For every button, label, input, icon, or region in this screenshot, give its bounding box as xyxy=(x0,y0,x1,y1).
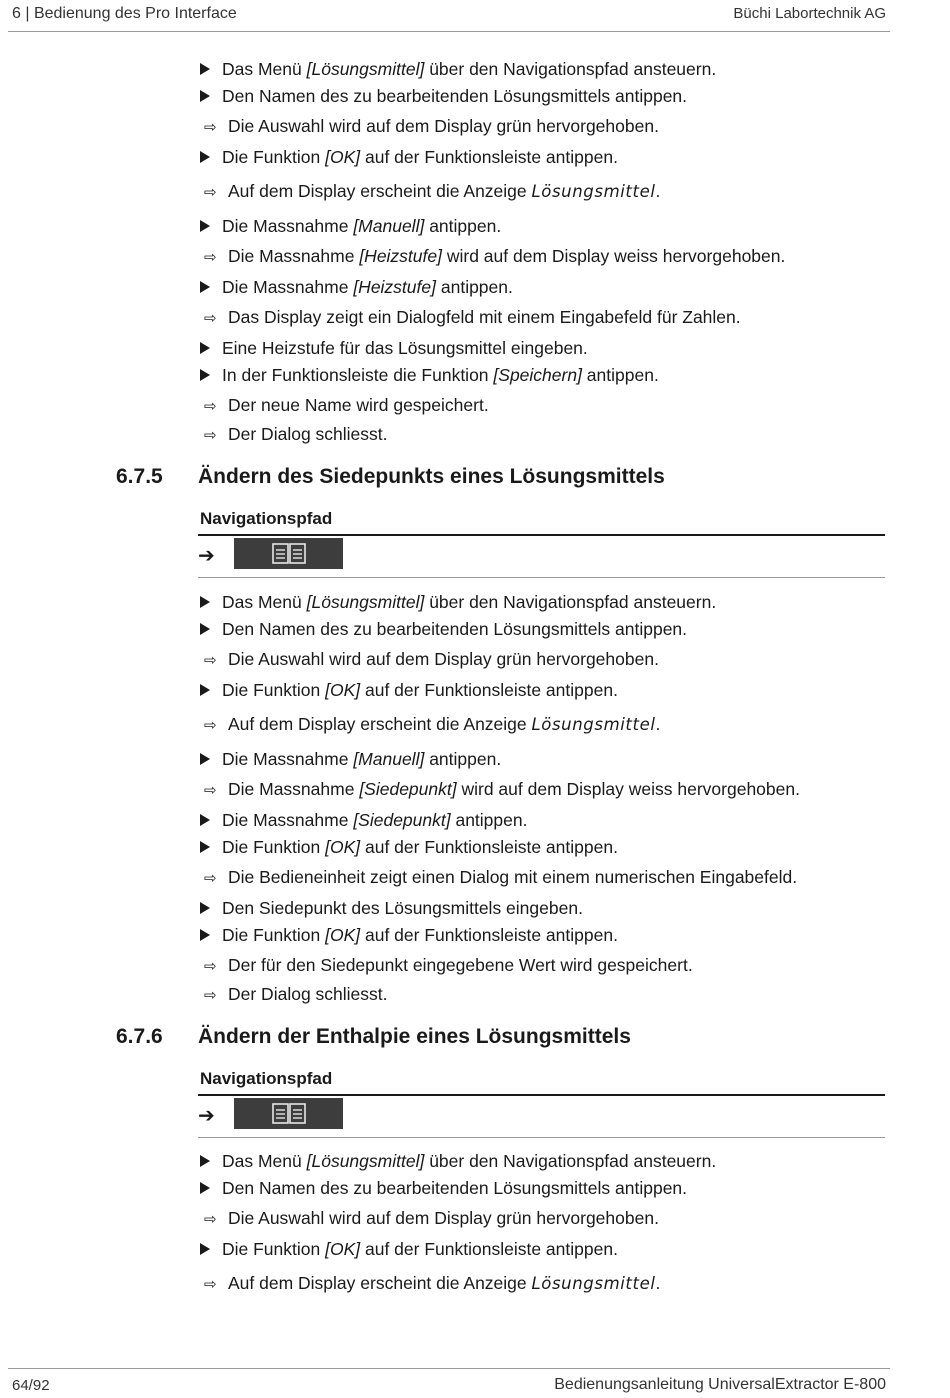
triangle-bullet-icon xyxy=(198,925,222,946)
step-text: auf der Funktionsleiste antippen. xyxy=(360,837,618,857)
menu-reference: [Lösungsmittel] xyxy=(306,59,425,79)
menu-reference: [Heizstufe] xyxy=(353,277,436,297)
menu-reference: [Siedepunkt] xyxy=(353,810,451,830)
step-text: auf der Funktionsleiste antippen. xyxy=(360,925,618,945)
step-text: Die Massnahme xyxy=(222,277,354,297)
step-text: auf der Funktionsleiste antippen. xyxy=(360,1239,618,1259)
step-text: Die Funktion xyxy=(222,1239,326,1259)
result-step xyxy=(204,649,659,670)
step-text: Das Menü xyxy=(222,592,307,612)
book-icon xyxy=(272,543,306,564)
action-step xyxy=(198,1151,716,1172)
step-text: wird auf dem Display weiss hervorgehoben. xyxy=(442,246,786,266)
step-text: antippen. xyxy=(436,277,513,297)
step-text: Die Auswahl wird auf dem Display grün hervorgehoben. xyxy=(228,116,659,136)
action-step xyxy=(198,810,527,831)
action-step xyxy=(198,592,716,613)
hollow-arrow-icon: ⇨ xyxy=(204,652,217,669)
result-step xyxy=(204,307,741,328)
step-text: Eine Heizstufe für das Lösungsmittel eingeben. xyxy=(222,338,588,358)
step-text: Die Massnahme xyxy=(228,779,360,799)
triangle-bullet-icon xyxy=(198,59,222,80)
triangle-bullet-icon xyxy=(198,1151,222,1172)
hollow-arrow-icon: ⇨ xyxy=(204,398,217,415)
triangle-bullet-icon xyxy=(198,86,222,107)
menu-reference: [Lösungsmittel] xyxy=(306,592,425,612)
menu-reference: [OK] xyxy=(325,837,361,857)
section-heading: Ändern der Enthalpie eines Lösungsmittels xyxy=(198,1025,631,1048)
action-step xyxy=(198,1178,687,1199)
book-icon xyxy=(272,1103,306,1124)
hollow-arrow-icon: ⇨ xyxy=(204,958,217,975)
step-text: Die Auswahl wird auf dem Display grün hervorgehoben. xyxy=(228,1208,659,1228)
step-text: Das Display zeigt ein Dialogfeld mit einem Eingabefeld für Zahlen. xyxy=(228,307,741,327)
header-company: Büchi Labortechnik AG xyxy=(733,5,886,22)
step-text: auf der Funktionsleiste antippen. xyxy=(360,680,618,700)
menu-reference: [Heizstufe] xyxy=(359,246,442,266)
menu-reference: [OK] xyxy=(325,925,361,945)
divider xyxy=(198,1094,885,1096)
triangle-bullet-icon xyxy=(198,277,222,298)
step-text: Der für den Siedepunkt eingegebene Wert wird gespeichert. xyxy=(228,955,693,975)
hollow-arrow-icon: ⇨ xyxy=(204,119,217,136)
triangle-bullet-icon xyxy=(198,216,222,237)
arrow-right-icon: ➔ xyxy=(198,1103,215,1127)
triangle-bullet-icon xyxy=(198,898,222,919)
step-text: Die Bedieneinheit zeigt einen Dialog mit einem numerischen Eingabefeld. xyxy=(228,867,798,887)
step-text: antippen. xyxy=(450,810,528,830)
menu-reference: [Manuell] xyxy=(353,216,425,236)
step-text: Den Siedepunkt des Lösungsmittels eingeben. xyxy=(222,898,583,918)
page-header xyxy=(8,0,890,32)
step-text: Die Funktion xyxy=(222,837,326,857)
step-text: Die Massnahme xyxy=(228,246,360,266)
step-text: Das Menü xyxy=(222,59,307,79)
step-text: . xyxy=(655,714,661,734)
hollow-arrow-icon: ⇨ xyxy=(204,782,217,799)
hollow-arrow-icon: ⇨ xyxy=(204,249,217,266)
step-text: über den Navigationspfad ansteuern. xyxy=(424,592,717,612)
step-text: Den Namen des zu bearbeitenden Lösungsmittels antippen. xyxy=(222,619,688,639)
triangle-bullet-icon xyxy=(198,619,222,640)
menu-reference: [Manuell] xyxy=(353,749,425,769)
step-text: Den Namen des zu bearbeitenden Lösungsmittels antippen. xyxy=(222,86,688,106)
step-text: Die Massnahme xyxy=(222,216,354,236)
hollow-arrow-icon: ⇨ xyxy=(204,184,217,201)
step-text: Der Dialog schliesst. xyxy=(228,424,388,444)
divider xyxy=(198,577,885,578)
document-title: Bedienungsanleitung UniversalExtractor E-800 xyxy=(554,1376,886,1393)
section-number: 6.7.6 xyxy=(116,1025,163,1048)
step-text: Die Funktion xyxy=(222,680,326,700)
triangle-bullet-icon xyxy=(198,365,222,386)
step-text: Die Massnahme xyxy=(222,749,354,769)
step-text: . xyxy=(655,181,661,201)
step-text: Die Funktion xyxy=(222,925,326,945)
result-step xyxy=(204,714,660,735)
triangle-bullet-icon xyxy=(198,592,222,613)
step-text: Der Dialog schliesst. xyxy=(228,984,388,1004)
action-step xyxy=(198,619,687,640)
arrow-right-icon: ➔ xyxy=(198,543,215,567)
result-step xyxy=(204,955,693,976)
hollow-arrow-icon: ⇨ xyxy=(204,1211,217,1228)
divider xyxy=(198,1137,885,1138)
hollow-arrow-icon: ⇨ xyxy=(204,717,217,734)
action-step xyxy=(198,216,501,237)
step-text: Auf dem Display erscheint die Anzeige xyxy=(228,714,532,734)
hollow-arrow-icon: ⇨ xyxy=(204,987,217,1004)
action-step xyxy=(198,925,618,946)
hollow-arrow-icon: ⇨ xyxy=(204,310,217,327)
result-step xyxy=(204,181,660,202)
result-step xyxy=(204,779,800,800)
action-step xyxy=(198,147,618,168)
divider xyxy=(198,534,885,536)
menu-reference: [Lösungsmittel] xyxy=(306,1151,425,1171)
action-step xyxy=(198,1239,618,1260)
step-text: Die Auswahl wird auf dem Display grün hervorgehoben. xyxy=(228,649,659,669)
hollow-arrow-icon: ⇨ xyxy=(204,870,217,887)
triangle-bullet-icon xyxy=(198,1178,222,1199)
solvent-library-button[interactable] xyxy=(234,538,343,569)
action-step xyxy=(198,749,501,770)
triangle-bullet-icon xyxy=(198,338,222,359)
display-name: Lösungsmittel xyxy=(531,182,656,201)
header-chapter: 6 | Bedienung des Pro Interface xyxy=(12,5,237,22)
step-text: über den Navigationspfad ansteuern. xyxy=(424,59,717,79)
action-step xyxy=(198,86,687,107)
section-number: 6.7.5 xyxy=(116,465,163,488)
step-text: Die Massnahme xyxy=(222,810,354,830)
action-step xyxy=(198,338,588,359)
step-text: antippen. xyxy=(424,216,502,236)
result-step xyxy=(204,424,388,445)
hollow-arrow-icon: ⇨ xyxy=(204,427,217,444)
result-step xyxy=(204,867,797,888)
triangle-bullet-icon xyxy=(198,837,222,858)
step-text: auf der Funktionsleiste antippen. xyxy=(360,147,618,167)
menu-reference: [OK] xyxy=(325,147,361,167)
section-title-6-7-6 xyxy=(116,1025,631,1049)
menu-reference: [OK] xyxy=(325,1239,361,1259)
triangle-bullet-icon xyxy=(198,680,222,701)
section-heading: Ändern des Siedepunkts eines Lösungsmittels xyxy=(198,465,665,488)
result-step xyxy=(204,395,489,416)
result-step xyxy=(204,984,388,1005)
navigation-path-6-7-5 xyxy=(198,509,885,581)
menu-reference: [OK] xyxy=(325,680,361,700)
action-step xyxy=(198,898,583,919)
action-step xyxy=(198,837,618,858)
step-text: Den Namen des zu bearbeitenden Lösungsmittels antippen. xyxy=(222,1178,688,1198)
navigation-path-label: Navigationspfad xyxy=(200,509,333,528)
step-text: Der neue Name wird gespeichert. xyxy=(228,395,489,415)
result-step xyxy=(204,1273,660,1294)
navigation-path-6-7-6 xyxy=(198,1069,885,1141)
step-text: antippen. xyxy=(424,749,502,769)
triangle-bullet-icon xyxy=(198,749,222,770)
menu-reference: [Speichern] xyxy=(493,365,582,385)
triangle-bullet-icon xyxy=(198,1239,222,1260)
triangle-bullet-icon xyxy=(198,147,222,168)
result-step xyxy=(204,246,785,267)
display-name: Lösungsmittel xyxy=(531,715,656,734)
step-text: wird auf dem Display weiss hervorgehoben. xyxy=(456,779,800,799)
result-step xyxy=(204,1208,659,1229)
triangle-bullet-icon xyxy=(198,810,222,831)
action-step xyxy=(198,680,618,701)
result-step xyxy=(204,116,659,137)
section-title-6-7-5 xyxy=(116,465,665,489)
display-name: Lösungsmittel xyxy=(531,1274,656,1293)
step-text: . xyxy=(655,1273,661,1293)
action-step xyxy=(198,365,659,386)
page-number: 64/92 xyxy=(12,1377,50,1394)
navigation-path-label: Navigationspfad xyxy=(200,1069,333,1088)
action-step xyxy=(198,277,513,298)
step-text: über den Navigationspfad ansteuern. xyxy=(424,1151,717,1171)
action-step xyxy=(198,59,716,80)
step-text: Auf dem Display erscheint die Anzeige xyxy=(228,181,532,201)
step-text: antippen. xyxy=(581,365,659,385)
hollow-arrow-icon: ⇨ xyxy=(204,1276,217,1293)
step-text: Das Menü xyxy=(222,1151,307,1171)
page-footer xyxy=(8,1368,890,1398)
menu-reference: [Siedepunkt] xyxy=(359,779,457,799)
step-text: In der Funktionsleiste die Funktion xyxy=(222,365,494,385)
solvent-library-button[interactable] xyxy=(234,1098,343,1129)
step-text: Die Funktion xyxy=(222,147,326,167)
step-text: Auf dem Display erscheint die Anzeige xyxy=(228,1273,532,1293)
